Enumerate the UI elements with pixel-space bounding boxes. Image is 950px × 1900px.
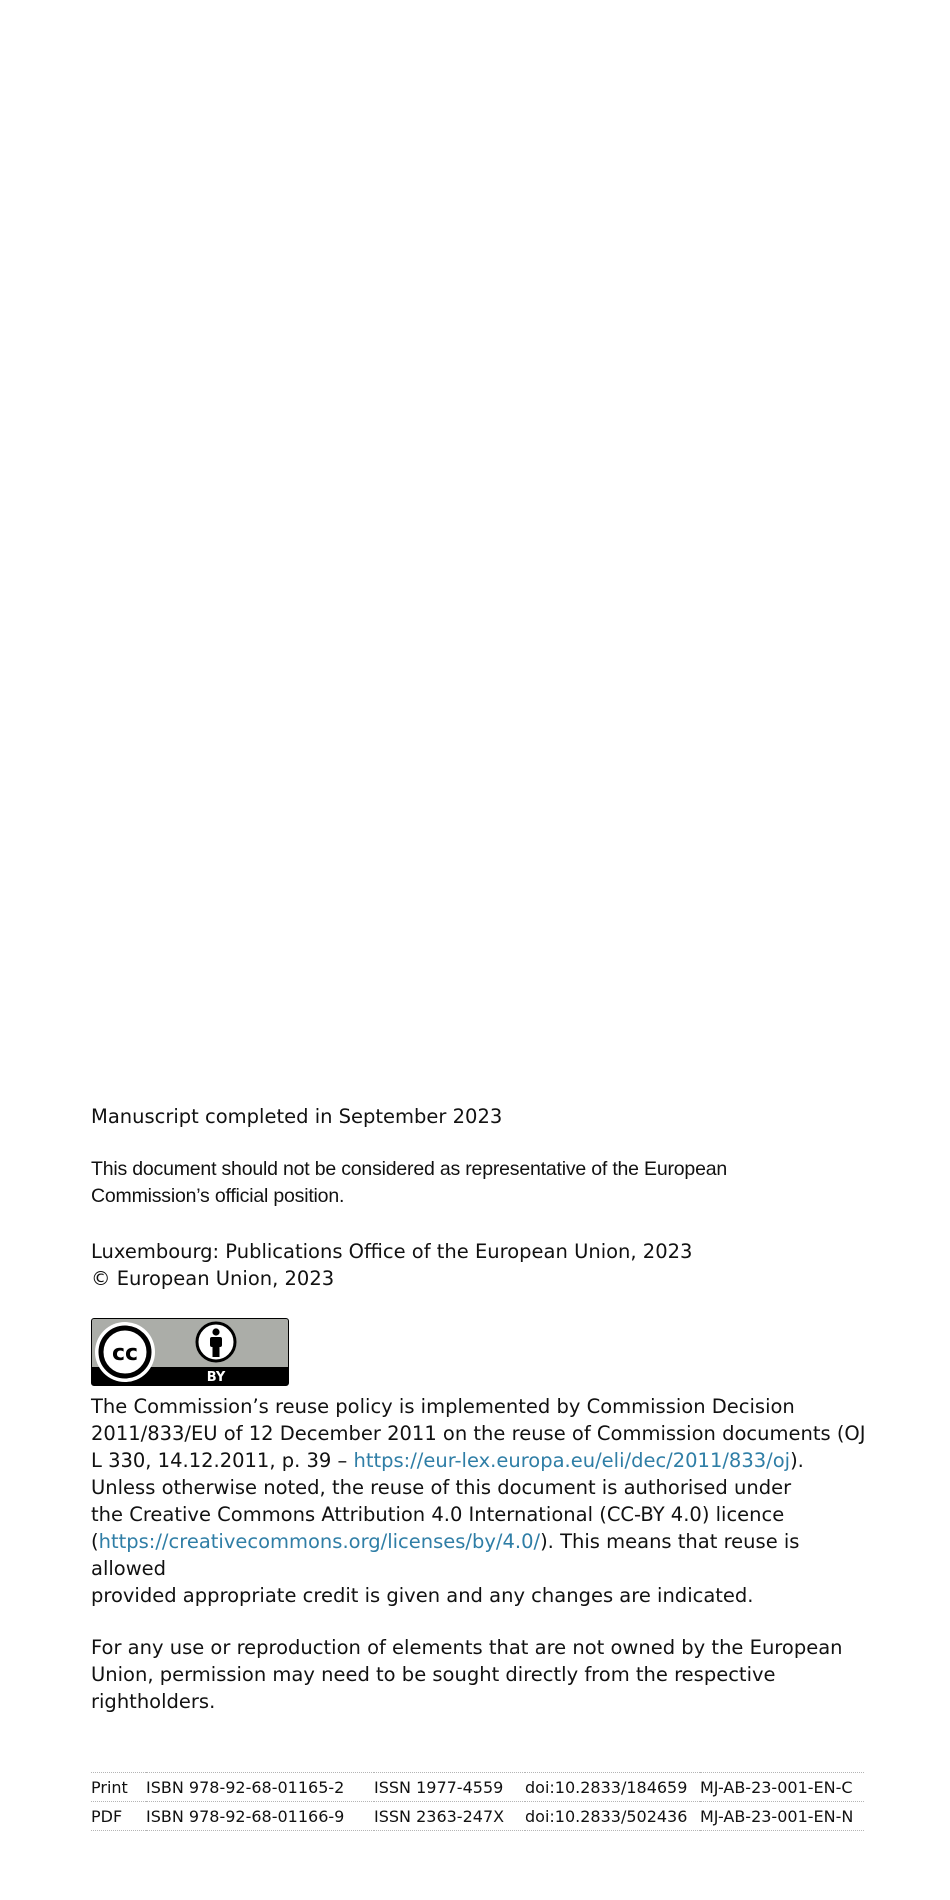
- identifiers-table: [91, 1772, 864, 1831]
- reuse-line: Unless otherwise noted, the reuse of this document is authorised under: [91, 1476, 792, 1499]
- licence-link[interactable]: https://creativecommons.org/licenses/by/4.0/: [98, 1530, 541, 1553]
- reuse-line: the Creative Commons Attribution 4.0 International (CC-BY 4.0) licence: [91, 1503, 785, 1526]
- manuscript-text: Manuscript completed in September 2023: [91, 1105, 503, 1128]
- format-cell: Print: [91, 1773, 146, 1802]
- third-party-line: For any use or reproduction of elements that are not owned by the European: [91, 1636, 843, 1659]
- disclaimer-line: Commission’s official position.: [91, 1185, 345, 1207]
- reuse-text: ).: [790, 1449, 804, 1472]
- doi-cell: doi:10.2833/184659: [525, 1773, 700, 1802]
- svg-text:cc: cc: [111, 1341, 139, 1366]
- reuse-line: [91, 1447, 871, 1474]
- format-cell: PDF: [91, 1802, 146, 1831]
- manuscript-note: [91, 1103, 871, 1130]
- cc-by-licence-badge: [91, 1318, 289, 1386]
- reuse-line: 2011/833/EU of 12 December 2011 on the reuse of Commission documents (OJ: [91, 1422, 866, 1445]
- reuse-policy-paragraph: [91, 1393, 871, 1609]
- reuse-text: ). This means that reuse is allowed: [91, 1530, 800, 1580]
- attribution-person-icon: [197, 1323, 235, 1361]
- third-party-paragraph: [91, 1634, 871, 1715]
- third-party-line: Union, permission may need to be sought directly from the respective: [91, 1663, 776, 1686]
- disclaimer-paragraph: [91, 1156, 871, 1210]
- disclaimer-line: This document should not be considered as representative of the European: [91, 1158, 728, 1180]
- catalogue-number-cell: MJ-AB-23-001-EN-C: [700, 1773, 864, 1802]
- by-label: BY: [206, 1370, 226, 1385]
- table-row: [91, 1773, 864, 1802]
- reuse-text: (: [91, 1530, 99, 1553]
- creative-commons-icon: [95, 1322, 155, 1382]
- publisher-paragraph: [91, 1238, 871, 1292]
- isbn-cell: ISBN 978-92-68-01166-9: [146, 1802, 374, 1831]
- copyright-line: © European Union, 2023: [91, 1267, 335, 1290]
- catalogue-number-cell: MJ-AB-23-001-EN-N: [700, 1802, 864, 1831]
- decision-link[interactable]: https://eur-lex.europa.eu/eli/dec/2011/833/oj: [353, 1449, 791, 1472]
- reuse-line: [91, 1528, 871, 1582]
- issn-cell: ISSN 2363-247X: [374, 1802, 525, 1831]
- doi-cell: doi:10.2833/502436: [525, 1802, 700, 1831]
- reuse-text: L 330, 14.12.2011, p. 39 –: [91, 1449, 354, 1472]
- third-party-line: rightholders.: [91, 1690, 216, 1713]
- reuse-line: provided appropriate credit is given and any changes are indicated.: [91, 1584, 754, 1607]
- isbn-cell: ISBN 978-92-68-01165-2: [146, 1773, 374, 1802]
- publisher-line: Luxembourg: Publications Office of the European Union, 2023: [91, 1240, 693, 1263]
- table-row: [91, 1802, 864, 1831]
- reuse-line: The Commission’s reuse policy is implemented by Commission Decision: [91, 1395, 795, 1418]
- issn-cell: ISSN 1977-4559: [374, 1773, 525, 1802]
